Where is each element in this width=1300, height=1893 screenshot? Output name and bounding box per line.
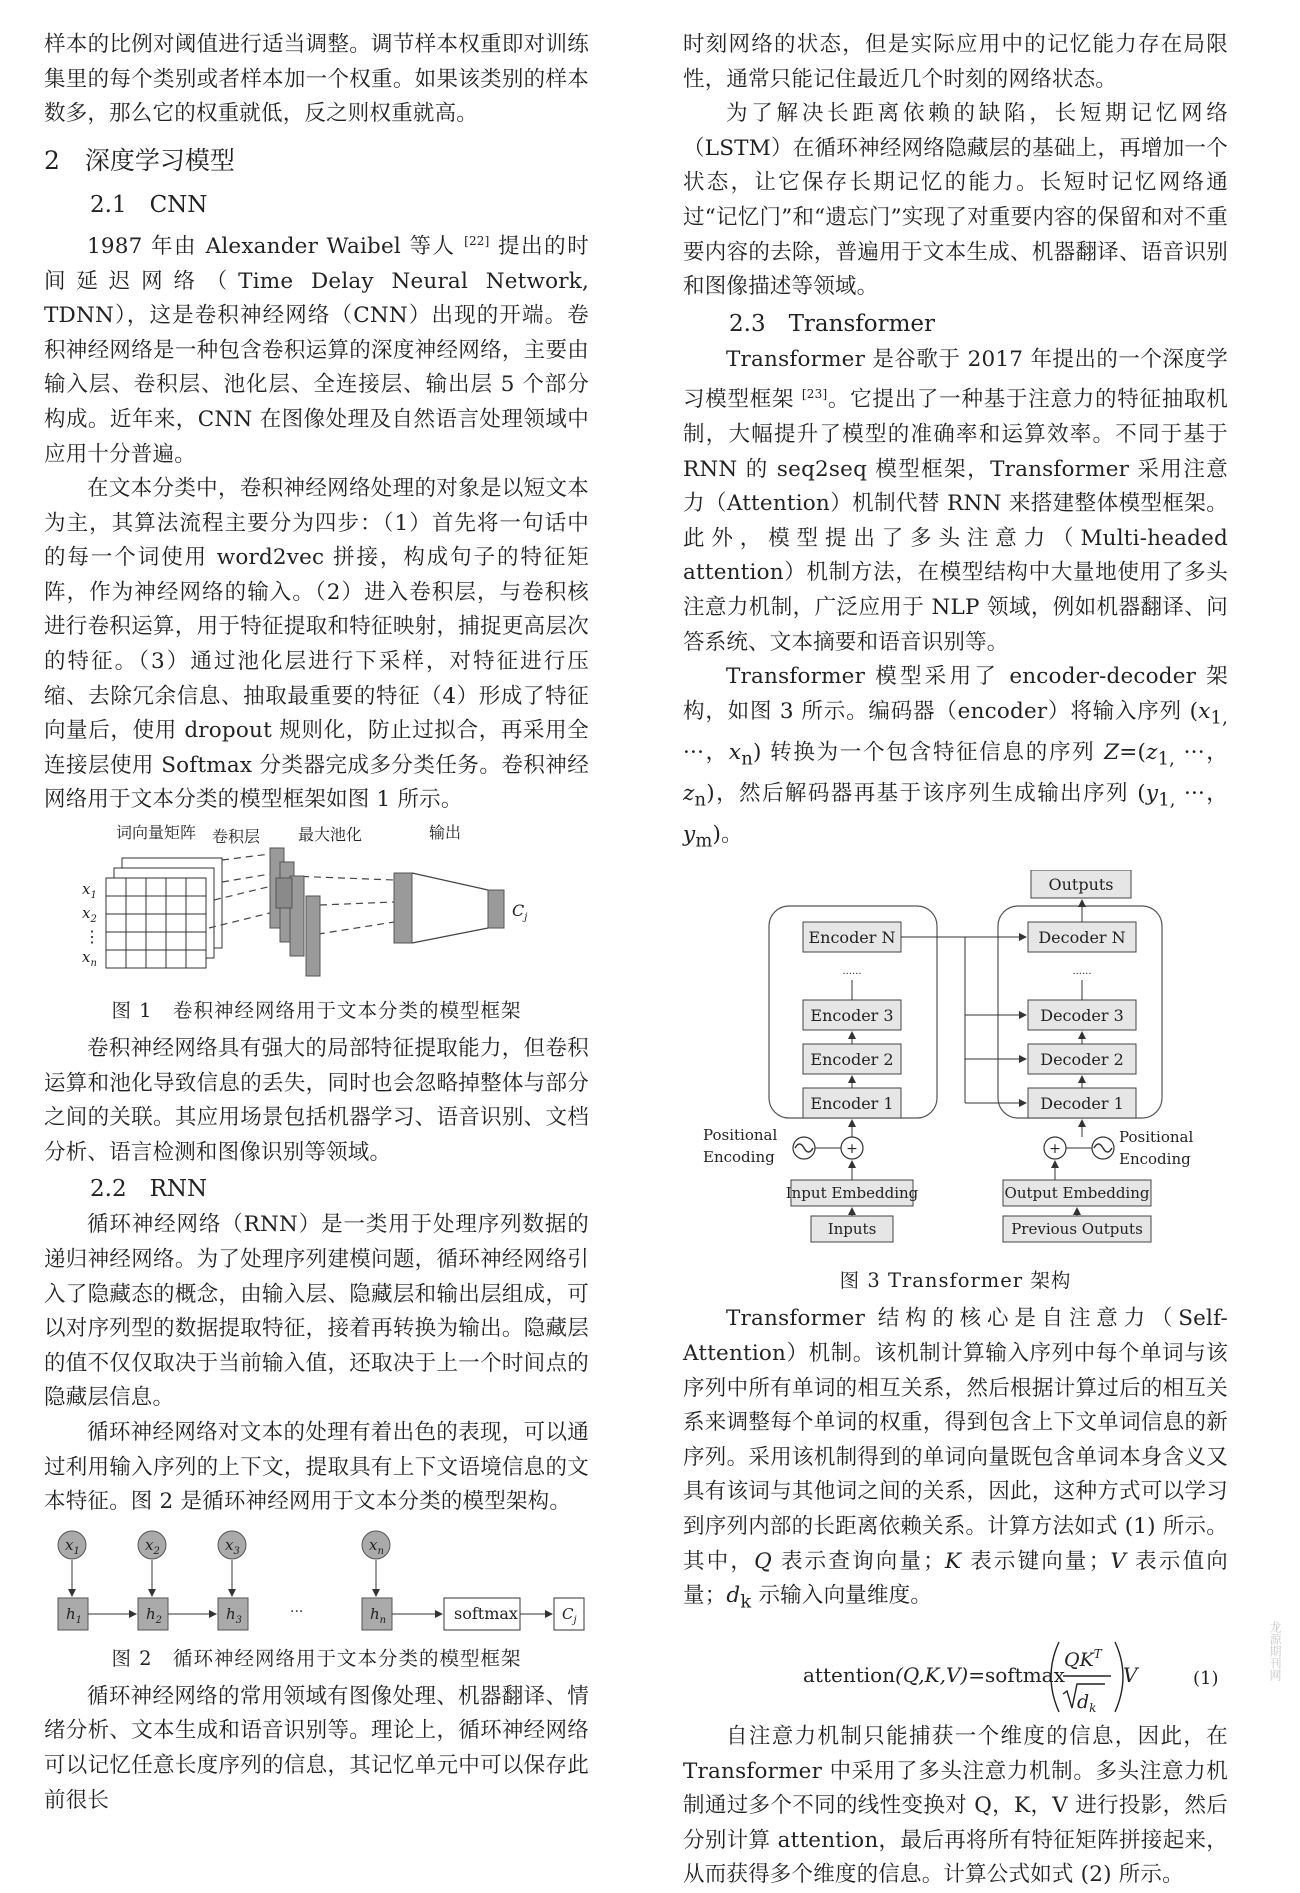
- eq-number: (1): [1193, 1668, 1219, 1690]
- subsection-heading: 2.3 Transformer: [729, 310, 936, 337]
- text: Transformer 是谷歌于 2017 年提出的一个深度学习模型框架: [683, 346, 1228, 413]
- ellipsis: ···: [290, 1603, 304, 1620]
- paragraph: 自注意力机制只能捕获一个维度的信息，因此，在 Transformer 中采用了多头注意力机制。多头注意力机制通过多个不同的线性变换对 Q，K，V 进行投影，然后分别计算 attention，最后再将所有特征矩阵拼接起来，从而获得多个维度的信息。计算公式如式 (2) 所示。: [683, 1724, 1228, 1888]
- decoder-1-label: Decoder 1: [1040, 1094, 1124, 1114]
- subsection-heading: 2.2 RNN: [90, 1176, 208, 1203]
- paragraph: 样本的比例对阈值进行适当调整。调节样本权重即对训练集里的每个类别或者样本加一个权重。如果该类别的样本数多，那么它的权重就低，反之则权重就高。: [44, 32, 589, 127]
- pool-layer: [394, 873, 412, 943]
- paragraph: [44, 224, 589, 472]
- figure-3-caption: 图 3 Transformer 架构: [839, 1269, 1072, 1293]
- left-column: [44, 28, 589, 1818]
- paragraph: 在文本分类中，卷积神经网络处理的对象是以短文本为主，其算法流程主要分为四步：（1）首先将一句话中的每一个词使用 word2vec 拼接，构成句子的特征矩阵，作为神经网络的输入。（2）进入卷积层，与卷积核进行卷积运算，用于特征提取和特征映射，捕捉更高层次的特征。（3）通过池化层进行下采样，对特征进行压缩、去除冗余信息、抽取最重要的特征（4）形成了特征向量后，使用 dropout 规则化，防止过拟合，再采用全连接层使用 Softmax 分类器完成多分类任务。卷积神经网络用于文本分类的模型框架如图 1 所示。: [44, 476, 589, 813]
- figure-1-caption: 图 1 卷积神经网络用于文本分类的模型框架: [111, 999, 522, 1023]
- svg-text:h3: $h_3$: [226, 1604, 243, 1626]
- output-embedding-label: Output Embedding: [1004, 1184, 1150, 1203]
- paragraph: 循环神经网络（RNN）是一类用于处理序列数据的递归神经网络。为了处理序列建模问题，循环神经网络引入了隐藏态的概念，由输入层、隐藏层和输出层组成，可以对序列型的数据提取特征，接着再转换为输出。隐藏层的值不仅仅取决于当前输入值，还取决于上一个时间点的隐藏层信息。: [44, 1212, 589, 1411]
- output-layer: [488, 890, 504, 928]
- text: 提出的时间延迟网络（Time Delay Neural Network, TDNN），这是卷积神经网络（CNN）出现的开端。卷积神经网络是一种包含卷积运算的深度神经网络，主要由输入层、卷积层、池化层、全连接层、输出层 5 个部分构成。近年来，CNN 在图像处理及自然语言处理领域中应用十分普遍。: [44, 233, 589, 467]
- right-column: [683, 28, 1228, 1893]
- figure-3: [683, 870, 1228, 1260]
- decoder-2-label: Decoder 2: [1040, 1050, 1124, 1070]
- figure-2: [44, 1520, 589, 1638]
- svg-text:xn: $x_n$: [369, 1535, 384, 1557]
- paragraph: [683, 343, 1228, 661]
- encoder-n-label: Encoder N: [808, 928, 896, 948]
- paragraph: 循环神经网络对文本的处理有着出色的表现，可以通过利用输入序列的上下文，提取具有上下文语境信息的文本特征。图 2 是循环神经网用于文本分类的模型架构。: [44, 1419, 589, 1515]
- decoder-3-label: Decoder 3: [1040, 1006, 1124, 1026]
- label-maxpool: 最大池化: [298, 825, 363, 845]
- vertical-ellipsis: ......: [1072, 966, 1092, 978]
- positional-label-right: Positional: [1119, 1128, 1194, 1147]
- label-output: 输出: [429, 823, 462, 843]
- previous-outputs-label: Previous Outputs: [1011, 1220, 1143, 1239]
- eq-after: V: [1123, 1663, 1138, 1688]
- svg-text:x2: $x_2$: [145, 1535, 160, 1557]
- eq-denominator: $d_k$: [1077, 1691, 1097, 1716]
- paragraph: Transformer 结构的核心是自注意力（Self-Attention）机制。该机制计算输入序列中每个单词与该序列中所有单词的相互关系，然后根据计算过后的相互关系来调整每个单词的权重，得到包含上下文单词信息的新序列。采用该机制得到的单词向量既包含单词本身含义又具有该词与其他词之间的关系，因此，这种方式可以学习到序列内部的长距离依赖关系。计算方法如式 (1) 所示。其中，Q 表示查询向量；K 表示键向量；V 表示值向量；$d_k$ 示输入向量维度。: [683, 1306, 1228, 1613]
- watermark: 龙源期刊网: [1268, 1621, 1282, 1681]
- eq-numerator: $QK^T$: [1064, 1647, 1102, 1672]
- xn-label: $x_n$: [82, 948, 97, 970]
- encoder-1-label: Encoder 1: [810, 1094, 894, 1114]
- paragraph: 为了解决长距离依赖的缺陷，长短期记忆网络（LSTM）在循环神经网络隐藏层的基础上，再增加一个状态，让它保存长期记忆的能力。长短时记忆网络通过“记忆门”和“遗忘门”实现了对重要内容的保留和对不重要内容的去除，普遍用于文本生成、机器翻译、语音识别和图像描述等领域。: [683, 101, 1228, 300]
- encoding-label-left: Encoding: [703, 1148, 775, 1167]
- citation: [22]: [464, 233, 490, 248]
- x1-label: $x_1$: [82, 880, 97, 902]
- softmax-label: softmax: [454, 1603, 518, 1623]
- svg-text:x3: $x_3$: [225, 1535, 240, 1557]
- cj-label: $C_j$: [512, 901, 528, 924]
- paragraph: Transformer 模型采用了 encoder-decoder 架构，如图 3 所示。编码器（encoder）将输入序列 ($x_{1,}$ ···，$x_n$) 转换为一个包含特征信息的序列 $Z=(z_{1,}$ ···，$z_n$)，然后解码器再基于该序列生成输出序列 ($y_{1,}$ ···，$y_m$)。: [683, 664, 1229, 851]
- eq-lhs: attention(Q,K,V)=softmax: [803, 1663, 1065, 1688]
- svg-text:h1: $h_1$: [66, 1604, 83, 1626]
- paragraph: 卷积神经网络具有强大的局部特征提取能力，但卷积运算和池化导致信息的丢失，同时也会忽略掉整体与部分之间的关联。其应用场景包括机器学习、语音识别、文档分析、语言检测和图像识别等领域。: [44, 1036, 589, 1165]
- plus-sign: +: [1049, 1141, 1061, 1158]
- plus-sign: +: [846, 1141, 858, 1158]
- svg-text:h2: $h_2$: [146, 1604, 163, 1626]
- decoder-n-label: Decoder N: [1038, 928, 1126, 948]
- positional-label-left: Positional: [703, 1126, 778, 1145]
- right-paren: [1115, 1642, 1123, 1712]
- svg-text:x1: $x_1$: [65, 1535, 80, 1557]
- encoder-2-label: Encoder 2: [810, 1050, 894, 1070]
- subsection-heading: 2.1 CNN: [90, 191, 208, 218]
- citation: [23]: [801, 387, 828, 402]
- x2-label: $x_2$: [82, 904, 97, 926]
- equation-svg: [683, 1630, 1228, 1720]
- input-embedding-label: Input Embedding: [785, 1184, 919, 1203]
- vertical-ellipsis: ......: [842, 966, 862, 978]
- svg-text:Cj: $C_j$: [562, 1604, 577, 1626]
- encoder-3-label: Encoder 3: [810, 1006, 894, 1026]
- outputs-label: Outputs: [1048, 875, 1114, 895]
- section-heading: 2 深度学习模型: [44, 145, 235, 175]
- text: 。它提出了一种基于注意力的特征抽取机制，大幅提升了模型的准确率和运算效率。不同于基于 RNN 的 seq2seq 模型框架，Transformer 采用注意力（Attention）机制代替 RNN 来搭建整体模型框架。此外，模型提出了多头注意力（Multi-headed attention）机制方法，在模型结构中大量地使用了多头注意力机制，广泛应用于 NLP 领域，例如机器翻译、问答系统、文本摘要和语音识别等。: [683, 387, 1228, 655]
- encoding-label-right: Encoding: [1119, 1150, 1191, 1169]
- figure-2-caption: 图 2 循环神经网络用于文本分类的模型框架: [111, 1646, 522, 1670]
- word-matrix-grid: [106, 878, 206, 968]
- figure-1: [44, 818, 589, 990]
- vertical-dots: ⋮: [84, 927, 100, 947]
- inputs-label: Inputs: [827, 1220, 877, 1239]
- paragraph: 循环神经网络的常用领域有图像处理、机器翻译、情绪分析、文本生成和语音识别等。理论上，循环神经网络可以记忆任意长度序列的信息，其记忆单元中可以保存此前很长: [44, 1683, 589, 1813]
- paragraph: 时刻网络的状态，但是实际应用中的记忆能力存在局限性，通常只能记住最近几个时刻的网络状态。: [683, 32, 1228, 92]
- equation-1: [683, 1630, 1228, 1720]
- text: 1987 年由 Alexander Waibel 等人: [87, 233, 465, 259]
- label-conv: 卷积层: [212, 827, 261, 847]
- label-word-matrix: 词向量矩阵: [116, 823, 197, 843]
- svg-text:hn: $h_n$: [370, 1604, 387, 1626]
